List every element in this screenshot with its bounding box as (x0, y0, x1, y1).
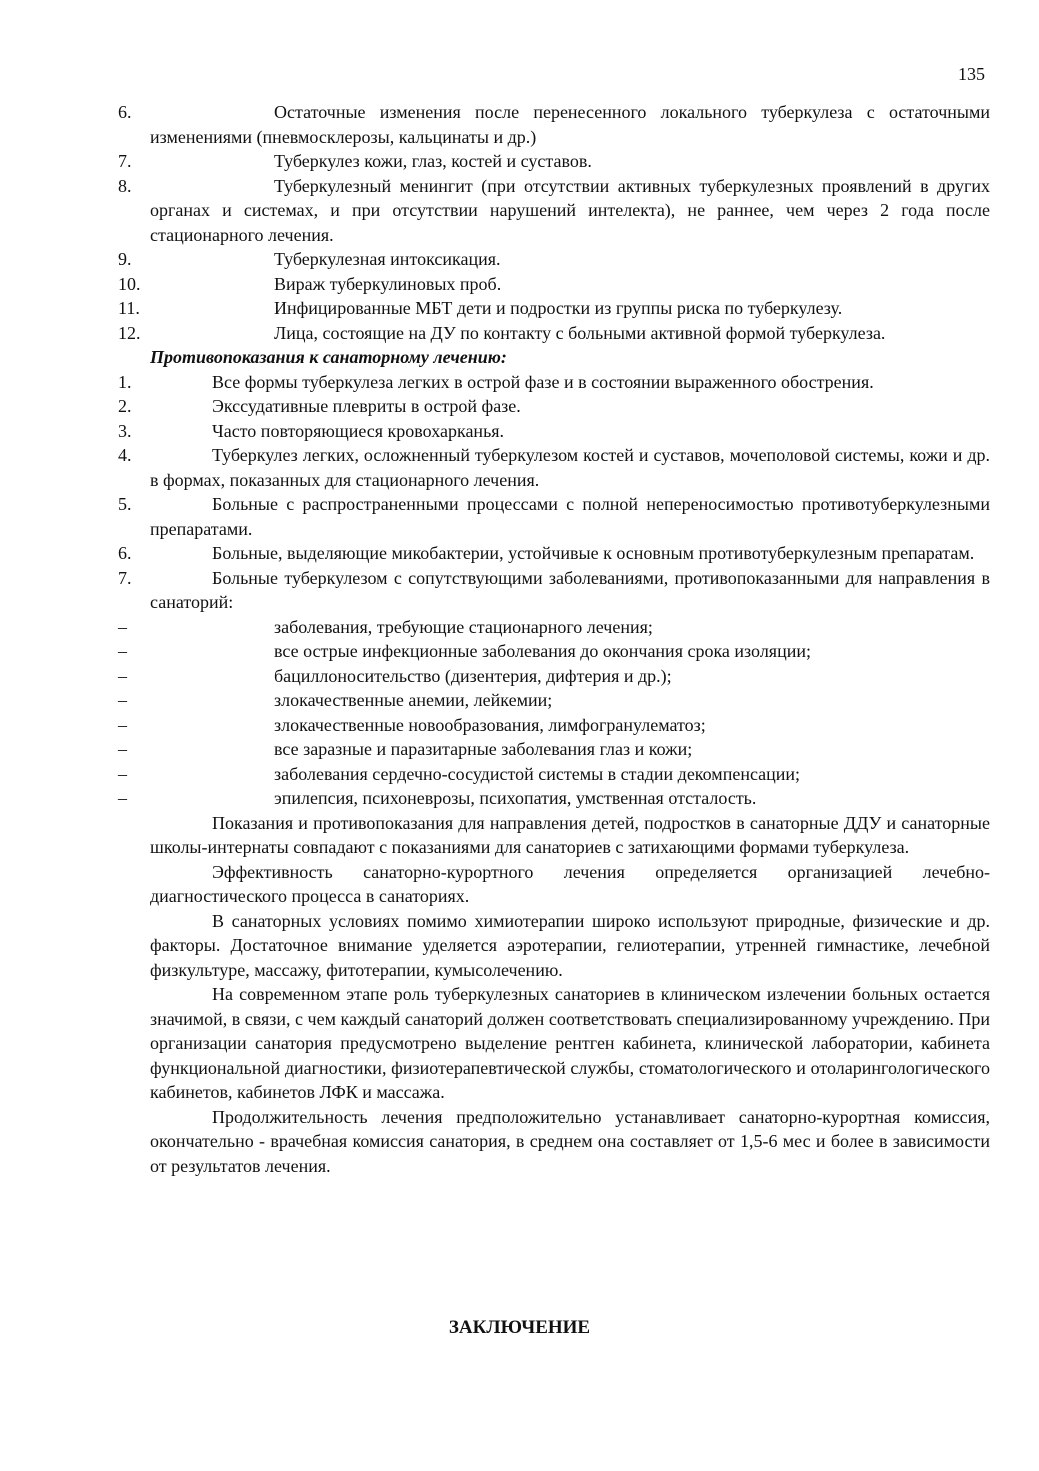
dash-list-item (118, 664, 990, 689)
list-item-text: Больные, выделяющие микобактерии, устойчивые к основным противотуберкулезным препаратам. (212, 543, 975, 563)
dash-list-text: все острые инфекционные заболевания до окончания срока изоляции; (274, 641, 811, 661)
dash-list-text: злокачественные новообразования, лимфогранулематоз; (274, 714, 706, 735)
dash-list-item (118, 737, 990, 762)
dash-marker: – (118, 616, 127, 637)
list-item (118, 296, 990, 321)
list-item-text: Туберкулезная интоксикация. (274, 249, 501, 269)
list-item-text: Все формы туберкулеза легких в острой фазе и в состоянии выраженного обострения. (212, 371, 874, 392)
page-number: 135 (958, 64, 985, 84)
list-item-text: Остаточные изменения после перенесенного локального туберкулеза с остаточными изменениями (пневмосклерозы, кальцинаты и др.) (150, 102, 990, 147)
list-item (118, 394, 990, 419)
list-item-number: 2. (118, 396, 132, 416)
dash-list-text: заболевания, требующие стационарного лечения; (274, 616, 653, 637)
list-item (118, 419, 990, 444)
list-item-number: 11. (118, 298, 140, 318)
list-item-number: 6. (118, 543, 132, 563)
list-item-number: 5. (118, 494, 132, 514)
dash-marker: – (118, 641, 127, 661)
dash-marker: – (118, 714, 127, 735)
list-item-number: 7. (118, 151, 132, 171)
dash-list-text: заболевания сердечно-сосудистой системы в стадии декомпенсации; (274, 763, 801, 784)
dash-list-text: эпилепсия, психоневрозы, психопатия, умственная отсталость. (274, 788, 757, 808)
dash-marker: – (118, 788, 127, 808)
dash-marker: – (118, 739, 127, 759)
dash-list-item (118, 762, 990, 787)
list-item-number: 7. (118, 567, 132, 588)
dash-list-item (118, 615, 990, 640)
dash-list-text: все заразные и паразитарные заболевания глаз и кожи; (274, 739, 693, 759)
list-item (118, 272, 990, 297)
dash-marker: – (118, 690, 127, 710)
body-paragraph: В санаторных условиях помимо химиотерапии широко используют природные, физические и др. факторы. Достаточное внимание уделяется аэротерапии, гелиотерапии, утренней гимнастике, лечебной физкультуре, массажу, фитотерапии, кумысолечению. (150, 910, 990, 980)
list-item (118, 566, 990, 615)
list-item (118, 247, 990, 272)
list-item-text: Экссудативные плевриты в острой фазе. (212, 396, 521, 416)
dash-marker: – (118, 665, 127, 686)
list-item-number: 8. (118, 175, 132, 196)
body-paragraph: Продолжительность лечения предположительно устанавливает санаторно-курортная комиссия, окончательно - врачебная комиссия санатория, в среднем она составляет от 1,5-6 мес и более в зависимости от результатов лечения. (150, 1106, 990, 1176)
list-item-text: Часто повторяющиеся кровохарканья. (212, 420, 505, 441)
dash-list-item (118, 688, 990, 713)
list-item (118, 321, 990, 346)
dash-marker: – (118, 763, 127, 784)
dash-list-item (118, 639, 990, 664)
list-item-number: 9. (118, 249, 132, 269)
list-item-text: Больные туберкулезом с сопутствующими заболеваниями, противопоказанными для направления в санаторий: (150, 567, 990, 612)
list-item-text: Лица, состоящие на ДУ по контакту с больными активной формой туберкулеза. (274, 322, 886, 343)
list-item-number: 6. (118, 102, 132, 122)
list-item-text: Вираж туберкулиновых проб. (274, 273, 502, 294)
list-item (118, 541, 990, 566)
body-paragraph: Показания и противопоказания для направления детей, подростков в санаторные ДДУ и санаторные школы-интернаты совпадают с показаниями для санаториев с затихающими формами туберкулеза. (150, 812, 990, 857)
dash-list-text: злокачественные анемии, лейкемии; (274, 690, 553, 710)
list-item (118, 100, 990, 149)
list-item (118, 149, 990, 174)
list-item-number: 1. (118, 371, 132, 392)
list-item-text: Туберкулез кожи, глаз, костей и суставов. (274, 151, 592, 171)
list-item-text: Туберкулез легких, осложненный туберкулезом костей и суставов, мочеполовой системы, кожи и др. в формах, показанных для стационарного лечения. (150, 445, 990, 490)
conclusion-heading: ЗАКЛЮЧЕНИЕ (448, 1317, 591, 1338)
list-item (118, 443, 990, 492)
dash-list-item (118, 786, 990, 811)
list-item-number: 4. (118, 445, 132, 465)
dash-list-item (118, 713, 990, 738)
contraindications-heading: Противопоказания к санаторному лечению: (150, 347, 507, 367)
list-item-text: Больные с распространенными процессами с полной непереносимостью противотуберкулезными препаратами. (150, 494, 990, 539)
body-paragraph: Эффективность санаторно-курортного лечения определяется организацией лечебно-диагностического процесса в санаториях. (150, 861, 990, 906)
list-item (118, 370, 990, 395)
list-item-number: 10. (118, 273, 141, 294)
list-item-number: 12. (118, 322, 141, 343)
list-item-text: Туберкулезный менингит (при отсутствии активных туберкулезных проявлений в других органах и системах, и при отсутствии нарушений интелекта), не раннее, чем через 2 года после стационарного лечения. (150, 175, 990, 245)
list-item (118, 174, 990, 248)
dash-list-text: бациллоносительство (дизентерия, дифтерия и др.); (274, 665, 672, 686)
page-body (118, 100, 990, 1178)
list-item (118, 492, 990, 541)
list-item-text: Инфицированные МБТ дети и подростки из группы риска по туберкулезу. (274, 298, 843, 318)
list-item-number: 3. (118, 420, 132, 441)
body-paragraph: На современном этапе роль туберкулезных санаториев в клиническом излечении больных остается значимой, в связи, с чем каждый санаторий должен соответствовать специализированному учреждению. При организации санатория предусмотрено выделение рентген кабинета, клинической лаборатории, кабинета функциональной диагностики, физиотерапевтической службы, стоматологического и отоларингологического кабинетов, кабинетов ЛФК и массажа. (150, 984, 990, 1102)
